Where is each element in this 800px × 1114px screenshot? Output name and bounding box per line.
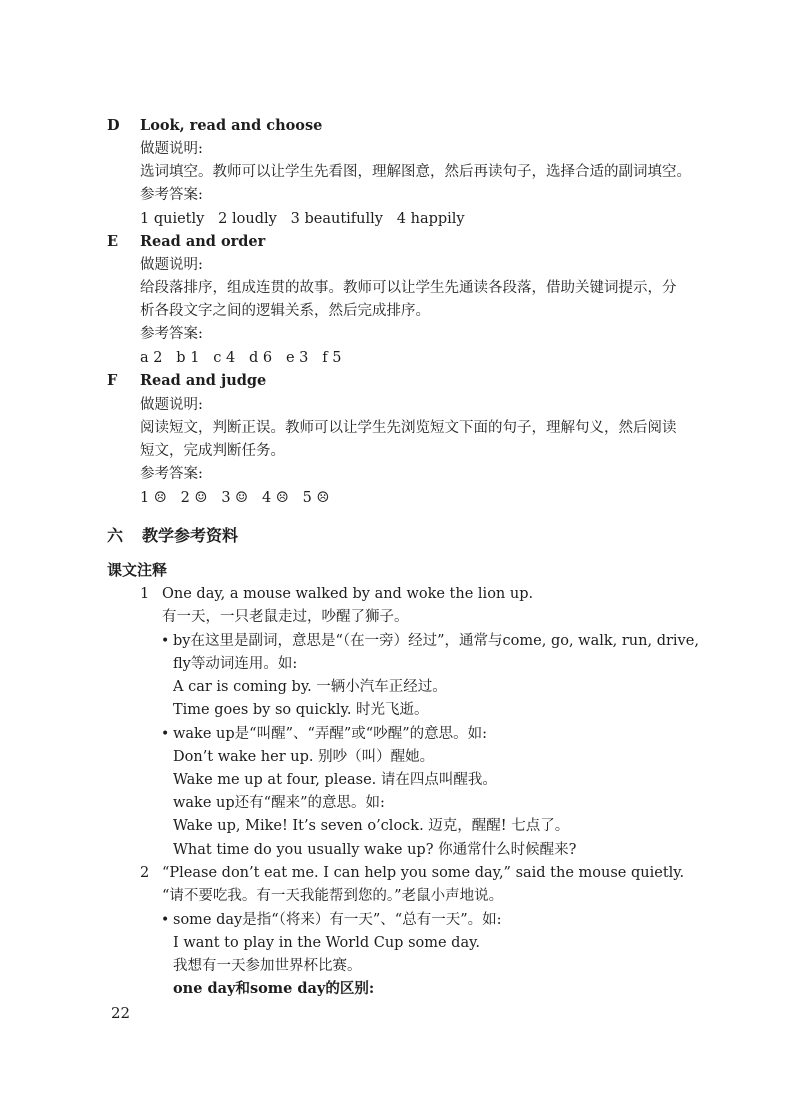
bullet-icon: • [161, 912, 170, 928]
note1-example4: Wake me up at four, please. 请在四点叫醒我。 [173, 772, 497, 788]
note1-example5: wake up还有“醒来”的意思。如: [173, 795, 385, 811]
section-e-label: 做题说明: [140, 257, 203, 273]
section-e-title: Read and order [140, 233, 266, 250]
note2-sentence: “Please don’t eat me. I can help you some day,” said the mouse quietly. [162, 865, 685, 881]
section-d-answer-label: 参考答案: [140, 187, 203, 203]
section-d-letter: D [107, 117, 120, 134]
section-f-title: Read and judge [140, 372, 267, 389]
note1-sentence: One day, a mouse walked by and woke the lion up. [162, 586, 534, 602]
part6-number: 六 [107, 526, 124, 545]
note1-example6: Wake up, Mike! It’s seven o’clock. 迈克，醒醒! 七点了。 [173, 818, 570, 834]
section-f-answers: 1 ☹ 2 ☺ 3 ☺ 4 ☹ 5 ☹ [140, 490, 330, 506]
note1-number: 1 [140, 586, 150, 602]
section-e-answer-label: 参考答案: [140, 326, 203, 342]
note2-bullet1: some day是指“（将来）有一天”、“总有一天”。如: [173, 912, 502, 928]
section-e-desc-line1: 给段落排序，组成连贯的故事。教师可以让学生先通读各段落，借助关键词提示，分 [140, 280, 677, 296]
section-f-desc-line1: 阅读短文，判断正误。教师可以让学生先浏览短文下面的句子，理解句义，然后阅读 [140, 420, 677, 436]
section-e-answers: a 2 b 1 c 4 d 6 e 3 f 5 [140, 350, 342, 366]
part6-title: 教学参考资料 [142, 526, 239, 545]
section-f-letter: F [107, 372, 118, 389]
note1-bullet1-line2: fly等动词连用。如: [173, 656, 298, 672]
note1-example2: Time goes by so quickly. 时光飞逝。 [173, 702, 429, 718]
section-f-answer-label: 参考答案: [140, 466, 203, 482]
page-number: 22 [111, 1004, 131, 1022]
bullet-icon: • [161, 726, 170, 742]
section-e-desc-line2: 析各段文字之间的逻辑关系，然后完成排序。 [140, 303, 430, 319]
notes-title: 课文注释 [107, 561, 168, 579]
note2-example3: one day和some day的区别: [173, 980, 375, 997]
note1-translation: 有一天，一只老鼠走过，吵醒了狮子。 [162, 609, 409, 625]
note1-example3: Don’t wake her up. 别吵（叫）醒她。 [173, 749, 435, 765]
section-f-label: 做题说明: [140, 397, 203, 413]
note1-example1: A car is coming by. 一辆小汽车正经过。 [173, 679, 447, 695]
note2-example2: 我想有一天参加世界杯比赛。 [173, 958, 362, 974]
section-d-title: Look, read and choose [140, 117, 323, 134]
section-d-label: 做题说明: [140, 141, 203, 157]
note1-bullet2: wake up是“叫醒”、“弄醒”或“吵醒”的意思。如: [173, 726, 488, 742]
note2-number: 2 [140, 865, 150, 881]
section-f-desc-line2: 短文，完成判断任务。 [140, 443, 285, 459]
note1-example7: What time do you usually wake up? 你通常什么时候醒来? [173, 842, 577, 858]
section-e-letter: E [107, 233, 119, 250]
section-d-answers: 1 quietly 2 loudly 3 beautifully 4 happily [140, 211, 465, 227]
note1-bullet1-line1: by在这里是副词，意思是“（在一旁）经过”，通常与come, go, walk, run, drive, [173, 633, 699, 649]
section-d-desc: 选词填空。教师可以让学生先看图，理解图意，然后再读句子，选择合适的副词填空。 [140, 164, 691, 180]
bullet-icon: • [161, 633, 170, 649]
note2-example1: I want to play in the World Cup some day. [173, 935, 480, 951]
note2-translation: “请不要吃我。有一天我能帮到您的。”老鼠小声地说。 [162, 888, 504, 904]
